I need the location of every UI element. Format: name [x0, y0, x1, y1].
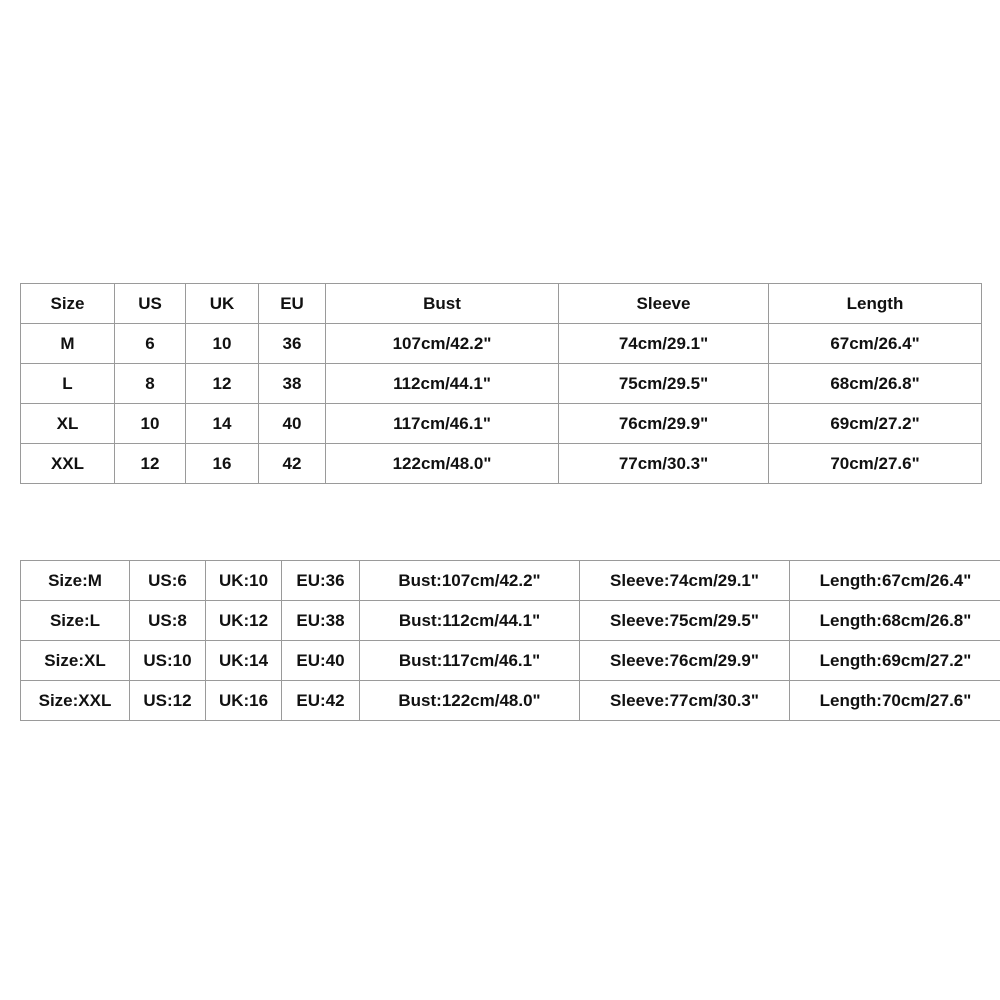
table-cell: 6 — [115, 324, 186, 364]
table-cell: 12 — [186, 364, 259, 404]
table-cell: 10 — [115, 404, 186, 444]
table-cell: Size:XXL — [21, 681, 130, 721]
table-header-row — [21, 284, 982, 324]
size-chart-table — [20, 283, 982, 484]
table-cell: 117cm/46.1" — [326, 404, 559, 444]
table-cell: US:6 — [130, 561, 206, 601]
table-cell: Length:70cm/27.6" — [790, 681, 1000, 721]
table-cell: 8 — [115, 364, 186, 404]
table-cell: US:10 — [130, 641, 206, 681]
header-cell-sleeve: Sleeve — [559, 284, 769, 324]
header-cell-eu: EU — [259, 284, 326, 324]
table-cell: 122cm/48.0" — [326, 444, 559, 484]
table-row — [21, 641, 1000, 681]
table-cell: Sleeve:74cm/29.1" — [580, 561, 790, 601]
table-cell: UK:12 — [206, 601, 282, 641]
table-cell: 68cm/26.8" — [769, 364, 982, 404]
table-cell: US:12 — [130, 681, 206, 721]
table-cell: US:8 — [130, 601, 206, 641]
table-row — [21, 364, 982, 404]
table-cell: XXL — [21, 444, 115, 484]
table-cell: Sleeve:75cm/29.5" — [580, 601, 790, 641]
header-cell-length: Length — [769, 284, 982, 324]
table-cell: 14 — [186, 404, 259, 444]
table-cell: UK:14 — [206, 641, 282, 681]
table-cell: Length:68cm/26.8" — [790, 601, 1000, 641]
table-cell: Size:M — [21, 561, 130, 601]
table-cell: Length:67cm/26.4" — [790, 561, 1000, 601]
table-cell: 77cm/30.3" — [559, 444, 769, 484]
table-cell: Bust:122cm/48.0" — [360, 681, 580, 721]
table-cell: 36 — [259, 324, 326, 364]
table-cell: 12 — [115, 444, 186, 484]
table-cell: L — [21, 364, 115, 404]
table-cell: 40 — [259, 404, 326, 444]
table-cell: 38 — [259, 364, 326, 404]
table-cell: EU:36 — [282, 561, 360, 601]
table-cell: UK:16 — [206, 681, 282, 721]
table-cell: Bust:112cm/44.1" — [360, 601, 580, 641]
table-cell: M — [21, 324, 115, 364]
table-cell: Bust:117cm/46.1" — [360, 641, 580, 681]
table-cell: 42 — [259, 444, 326, 484]
table-cell: 10 — [186, 324, 259, 364]
table-cell: Size:L — [21, 601, 130, 641]
table-row — [21, 324, 982, 364]
table-row — [21, 681, 1000, 721]
table-cell: Length:69cm/27.2" — [790, 641, 1000, 681]
table-cell: 70cm/27.6" — [769, 444, 982, 484]
table-cell: UK:10 — [206, 561, 282, 601]
table-row — [21, 404, 982, 444]
table-cell: EU:40 — [282, 641, 360, 681]
header-cell-bust: Bust — [326, 284, 559, 324]
table-row — [21, 601, 1000, 641]
table-cell: 16 — [186, 444, 259, 484]
table-cell: XL — [21, 404, 115, 444]
table-cell: EU:42 — [282, 681, 360, 721]
table-row — [21, 561, 1000, 601]
table-cell: EU:38 — [282, 601, 360, 641]
header-cell-us: US — [115, 284, 186, 324]
table-cell: Sleeve:77cm/30.3" — [580, 681, 790, 721]
size-chart-labeled-table — [20, 560, 1000, 721]
table-cell: 74cm/29.1" — [559, 324, 769, 364]
table-cell: 112cm/44.1" — [326, 364, 559, 404]
table-cell: Bust:107cm/42.2" — [360, 561, 580, 601]
table-cell: Sleeve:76cm/29.9" — [580, 641, 790, 681]
table-cell: Size:XL — [21, 641, 130, 681]
table-cell: 75cm/29.5" — [559, 364, 769, 404]
header-cell-size: Size — [21, 284, 115, 324]
table-row — [21, 444, 982, 484]
table-cell: 76cm/29.9" — [559, 404, 769, 444]
header-cell-uk: UK — [186, 284, 259, 324]
table-cell: 69cm/27.2" — [769, 404, 982, 444]
table-cell: 67cm/26.4" — [769, 324, 982, 364]
table-cell: 107cm/42.2" — [326, 324, 559, 364]
